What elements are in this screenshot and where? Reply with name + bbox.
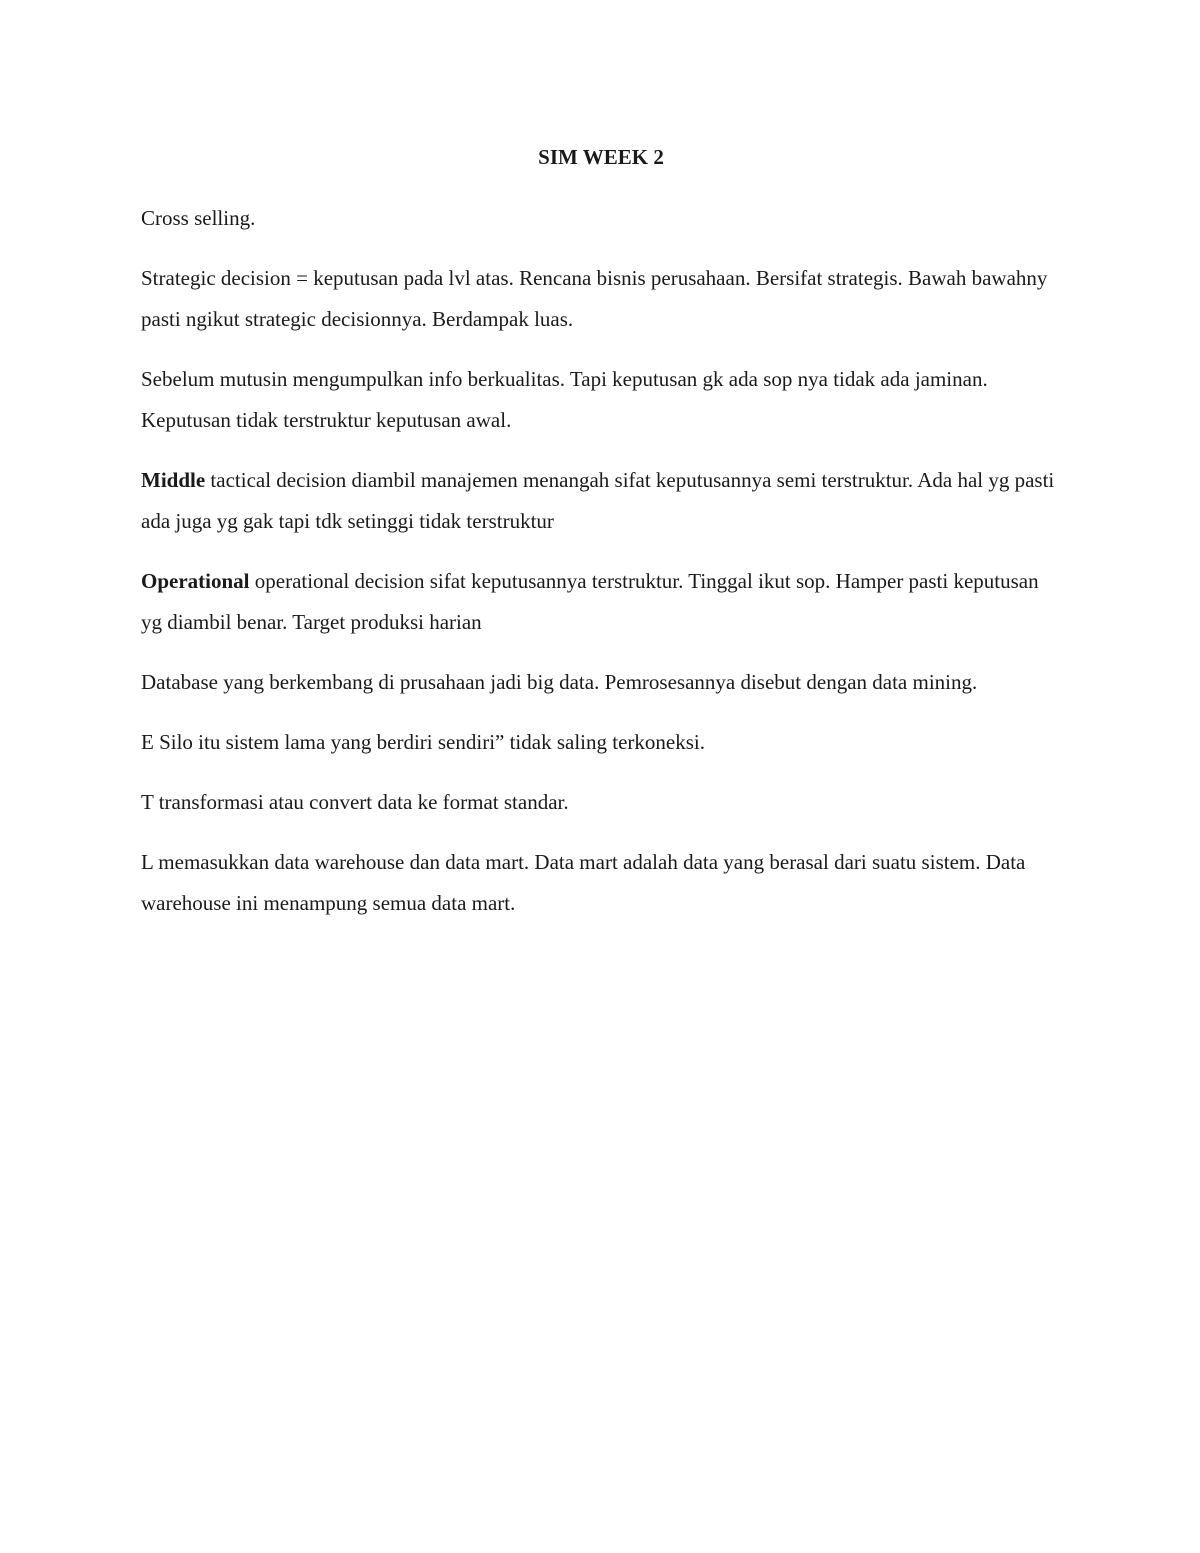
paragraph-unstructured-decision [141,359,1061,441]
paragraph-lead-middle: Middle [141,468,206,492]
paragraph-text: Database yang berkembang di prusahaan jadi big data. Pemrosesannya disebut dengan data mining. [141,670,978,694]
paragraph-lead-operational: Operational [141,569,250,593]
paragraph-text: L memasukkan data warehouse dan data mart. Data mart adalah data yang berasal dari suatu sistem. Data warehouse ini menampung semua data mart. [141,850,1026,915]
paragraph-middle-decision [141,460,1061,542]
paragraph-strategic-decision [141,258,1061,340]
paragraph-text: Strategic decision = keputusan pada lvl atas. Rencana bisnis perusahaan. Bersifat strategis. Bawah bawahny pasti ngikut strategic decisionnya. Berdampak luas. [141,266,1048,331]
paragraph-text: tactical decision diambil manajemen menangah sifat keputusannya semi terstruktur. Ada hal yg pasti ada juga yg gak tapi tdk setinggi tidak terstruktur [141,468,1055,533]
paragraph-text: Sebelum mutusin mengumpulkan info berkualitas. Tapi keputusan gk ada sop nya tidak ada jaminan. Keputusan tidak terstruktur keputusan awal. [141,367,988,432]
paragraph-text: E Silo itu sistem lama yang berdiri sendiri” tidak saling terkoneksi. [141,730,705,754]
paragraph-etl-load [141,842,1061,924]
paragraph-operational-decision [141,561,1061,643]
paragraph-big-data [141,662,1061,703]
paragraph-text: T transformasi atau convert data ke format standar. [141,790,569,814]
paragraph-text: operational decision sifat keputusannya terstruktur. Tinggal ikut sop. Hamper pasti keputusan yg diambil benar. Target produksi harian [141,569,1039,634]
paragraph-cross-selling [141,198,1061,239]
paragraph-etl-transform [141,782,1061,823]
paragraph-text: Cross selling. [141,206,256,230]
paragraph-etl-extract [141,722,1061,763]
document-body [141,140,1061,943]
document-title: SIM WEEK 2 [538,145,664,169]
